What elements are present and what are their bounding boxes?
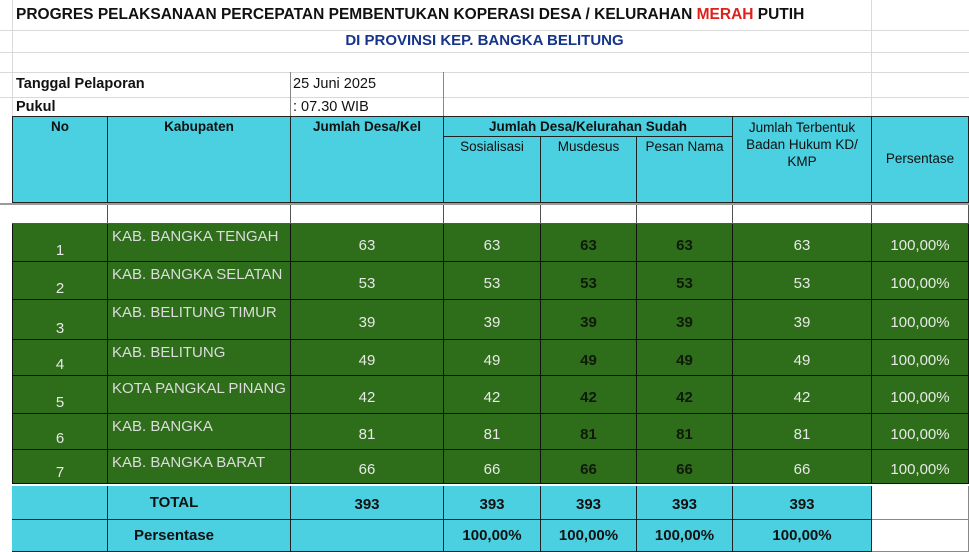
cell-sosialisasi: 42 — [444, 376, 541, 414]
cell-jumlah: 53 — [291, 262, 444, 300]
cell-pesan-nama: 66 — [637, 450, 733, 484]
cell-jumlah: 39 — [291, 300, 444, 340]
cell-badan-hukum: 49 — [733, 340, 872, 376]
cell-badan-hukum: 66 — [733, 450, 872, 484]
header-jumlah: Jumlah Desa/Kel — [291, 116, 444, 203]
cell-no: 5 — [12, 376, 108, 414]
blank-cell — [444, 205, 541, 224]
total-jumlah: 393 — [291, 486, 444, 520]
cell-no: 4 — [12, 340, 108, 376]
header-kabupaten: Kabupaten — [108, 116, 291, 203]
total-pesan-nama: 393 — [637, 486, 733, 520]
header-badan-hukum — [733, 116, 872, 203]
header-sudah-group: Jumlah Desa/Kelurahan Sudah — [444, 116, 733, 137]
header-badan-line: Badan Hukum KD/ — [746, 137, 858, 152]
grid-line — [443, 72, 444, 116]
total-sosialisasi: 393 — [444, 486, 541, 520]
cell-persentase: 100,00% — [872, 224, 969, 262]
blank-cell — [12, 205, 108, 224]
percent-jumlah-blank — [291, 520, 444, 552]
cell-no: 2 — [12, 262, 108, 300]
header-musdesus: Musdesus — [541, 137, 637, 203]
cell-kabupaten: KAB. BANGKA TENGAH — [108, 224, 291, 262]
cell-kabupaten: KAB. BELITUNG — [108, 340, 291, 376]
header-no: No — [12, 116, 108, 203]
blank-cell — [291, 205, 444, 224]
cell-musdesus: 66 — [541, 450, 637, 484]
cell-musdesus: 49 — [541, 340, 637, 376]
cell-no: 3 — [12, 300, 108, 340]
cell-musdesus: 63 — [541, 224, 637, 262]
percent-label: Persentase — [108, 520, 291, 552]
blank-cell — [872, 205, 969, 224]
header-persentase: Persentase — [872, 116, 969, 203]
cell-kabupaten: KAB. BANGKA SELATAN — [108, 262, 291, 300]
grid-line — [0, 52, 969, 53]
cell-persentase: 100,00% — [872, 450, 969, 484]
percent-pesan-nama: 100,00% — [637, 520, 733, 552]
cell-kabupaten: KAB. BANGKA BARAT — [108, 450, 291, 484]
cell-musdesus: 81 — [541, 414, 637, 450]
cell-musdesus: 42 — [541, 376, 637, 414]
cell-no: 7 — [12, 450, 108, 484]
header-sosialisasi: Sosialisasi — [444, 137, 541, 203]
grid-line — [0, 97, 969, 98]
cell-jumlah: 63 — [291, 224, 444, 262]
cell-jumlah: 81 — [291, 414, 444, 450]
cell-jumlah: 42 — [291, 376, 444, 414]
cell-persentase: 100,00% — [872, 414, 969, 450]
percent-badan-hukum: 100,00% — [733, 520, 872, 552]
cell-musdesus: 53 — [541, 262, 637, 300]
header-pesan-nama: Pesan Nama — [637, 137, 733, 203]
report-subtitle: DI PROVINSI KEP. BANGKA BELITUNG — [345, 32, 624, 49]
date-value: 25 Juni 2025 — [293, 76, 377, 92]
cell-persentase: 100,00% — [872, 340, 969, 376]
cell-badan-hukum: 39 — [733, 300, 872, 340]
cell-badan-hukum: 53 — [733, 262, 872, 300]
cell-jumlah: 66 — [291, 450, 444, 484]
blank-cell — [637, 205, 733, 224]
cell-pesan-nama: 81 — [637, 414, 733, 450]
cell-persentase: 100,00% — [872, 262, 969, 300]
grid-line — [0, 72, 969, 73]
cell-pesan-nama: 42 — [637, 376, 733, 414]
header-badan-line: KMP — [787, 154, 817, 169]
cell-kabupaten: KAB. BELITUNG TIMUR — [108, 300, 291, 340]
date-label: Tanggal Pelaporan — [16, 76, 145, 92]
report-title: PROGRES PELAKSANAAN PERCEPATAN PEMBENTUKAN KOPERASI DESA / KELURAHAN MERAH PUTIH — [16, 6, 805, 23]
blank-cell — [733, 205, 872, 224]
total-label: TOTAL — [108, 486, 291, 520]
cell-badan-hukum: 63 — [733, 224, 872, 262]
cell-persentase: 100,00% — [872, 376, 969, 414]
cell-sosialisasi: 63 — [444, 224, 541, 262]
cell-musdesus: 39 — [541, 300, 637, 340]
cell-sosialisasi: 49 — [444, 340, 541, 376]
percent-empty — [872, 520, 969, 552]
cell-no: 6 — [12, 414, 108, 450]
cell-sosialisasi: 53 — [444, 262, 541, 300]
blank-cell — [108, 205, 291, 224]
grid-line — [290, 72, 291, 116]
time-label: Pukul — [16, 99, 56, 115]
cell-persentase: 100,00% — [872, 300, 969, 340]
cell-sosialisasi: 39 — [444, 300, 541, 340]
cell-pesan-nama: 49 — [637, 340, 733, 376]
time-value: : 07.30 WIB — [293, 99, 369, 115]
percent-sosialisasi: 100,00% — [444, 520, 541, 552]
cell-pesan-nama: 39 — [637, 300, 733, 340]
cell-badan-hukum: 42 — [733, 376, 872, 414]
cell-kabupaten: KAB. BANGKA — [108, 414, 291, 450]
cell-jumlah: 49 — [291, 340, 444, 376]
total-empty — [872, 486, 969, 520]
cell-kabupaten: KOTA PANGKAL PINANG — [108, 376, 291, 414]
cell-sosialisasi: 81 — [444, 414, 541, 450]
header-badan-line: Jumlah Terbentuk — [748, 120, 856, 135]
percent-musdesus: 100,00% — [541, 520, 637, 552]
total-musdesus: 393 — [541, 486, 637, 520]
cell-no: 1 — [12, 224, 108, 262]
total-badan-hukum: 393 — [733, 486, 872, 520]
percent-blank — [12, 520, 108, 552]
cell-pesan-nama: 53 — [637, 262, 733, 300]
total-blank — [12, 486, 108, 520]
cell-badan-hukum: 81 — [733, 414, 872, 450]
cell-sosialisasi: 66 — [444, 450, 541, 484]
blank-cell — [541, 205, 637, 224]
cell-pesan-nama: 63 — [637, 224, 733, 262]
